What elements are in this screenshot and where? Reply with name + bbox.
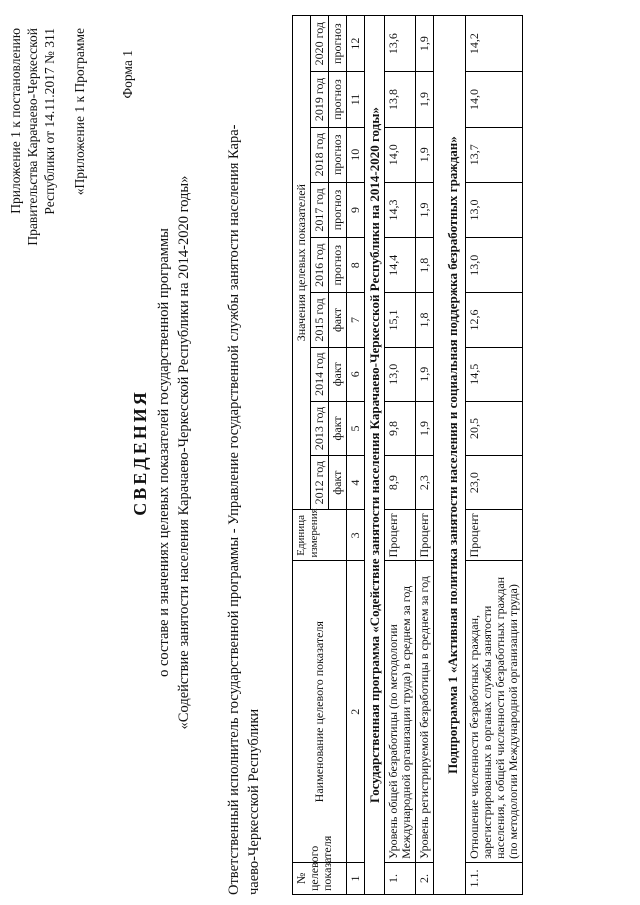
indicator-value: 20,5	[466, 401, 523, 455]
indicator-value: 14,0	[385, 127, 416, 182]
indicator-value: 14,2	[466, 16, 523, 72]
subprogram-section-title: Подпрограмма 1 «Активная политика занятости населения и социальная поддержка безработных граждан»	[434, 16, 466, 895]
indicator-value: 14,3	[385, 182, 416, 237]
header-value-type: факт	[329, 347, 347, 401]
indicator-unit: Процент	[416, 510, 434, 561]
header-year: 2020 год	[311, 16, 329, 72]
header-value-type: факт	[329, 401, 347, 455]
indicator-value: 15,1	[385, 293, 416, 347]
indicator-value: 12,6	[466, 293, 523, 347]
header-value-type: прогноз	[329, 127, 347, 182]
column-number: 3	[347, 510, 365, 561]
column-number: 2	[347, 561, 365, 862]
indicators-table	[292, 15, 523, 895]
indicator-name: Уровень общей безработицы (по методологии Международной организации труда) в среднем за год	[385, 561, 416, 862]
indicator-value: 1,9	[416, 182, 434, 237]
header-value-type: прогноз	[329, 238, 347, 293]
header-value-type: прогноз	[329, 72, 347, 127]
header-unit: Единица измерения	[293, 510, 347, 561]
table-row	[416, 16, 434, 895]
column-number: 8	[347, 238, 365, 293]
executor-line-2: чаево-Черкесской Республики	[246, 708, 262, 895]
indicator-value: 1,9	[416, 72, 434, 127]
header-value-type: прогноз	[329, 16, 347, 72]
column-number: 4	[347, 456, 365, 510]
header-values-group: Значения целевых показателей	[293, 16, 311, 510]
header-year: 2017 год	[311, 182, 329, 237]
indicator-value: 13,0	[466, 182, 523, 237]
header-indicator-name: Наименование целевого показателя	[293, 561, 347, 862]
indicator-value: 13,0	[466, 238, 523, 293]
indicator-value: 14,4	[385, 238, 416, 293]
header-year: 2019 год	[311, 72, 329, 127]
header-year: 2016 год	[311, 238, 329, 293]
program-section-title: Государственная программа «Содействие занятости населения Карачаево-Черкесской Республики на 2014-2020 годы»	[365, 16, 385, 895]
approval-line-1: Приложение 1 к постановлению	[8, 28, 23, 214]
indicator-value: 14,0	[466, 72, 523, 127]
column-number: 5	[347, 401, 365, 455]
document-subtitle-line-1: о составе и значениях целевых показателей государственной программы	[156, 228, 172, 677]
column-number: 12	[347, 16, 365, 72]
indicator-value: 1,9	[416, 127, 434, 182]
header-year: 2015 год	[311, 293, 329, 347]
document-subtitle-line-2: «Содействие занятости населения Карачаево-Черкесской Республики на 2014-2020 годы»	[176, 175, 192, 730]
indicator-value: 8,9	[385, 456, 416, 510]
indicator-unit: Процент	[385, 510, 416, 561]
approval-line-2: Правительства Карачаево-Черкесской	[25, 28, 40, 246]
column-number: 9	[347, 182, 365, 237]
indicator-value: 1,9	[416, 16, 434, 72]
form-label: Форма 1	[120, 50, 135, 99]
indicator-value: 1,8	[416, 238, 434, 293]
header-value-type: факт	[329, 456, 347, 510]
indicator-value: 13,0	[385, 347, 416, 401]
indicator-value: 9,8	[385, 401, 416, 455]
header-year: 2014 год	[311, 347, 329, 401]
column-number: 10	[347, 127, 365, 182]
column-number: 6	[347, 347, 365, 401]
indicator-value: 1,9	[416, 401, 434, 455]
column-number: 11	[347, 72, 365, 127]
row-number: 1.1.	[466, 862, 523, 894]
column-number: 1	[347, 862, 365, 894]
column-number: 7	[347, 293, 365, 347]
document-title: СВЕДЕНИЯ	[130, 389, 150, 516]
indicator-value: 13,7	[466, 127, 523, 182]
indicator-value: 23,0	[466, 456, 523, 510]
indicator-name: Уровень регистрируемой безработицы в среднем за год	[416, 561, 434, 862]
indicator-value: 14,5	[466, 347, 523, 401]
header-year: 2018 год	[311, 127, 329, 182]
indicator-value: 2,3	[416, 456, 434, 510]
indicator-value: 13,8	[385, 72, 416, 127]
header-value-type: прогноз	[329, 182, 347, 237]
table-row	[385, 16, 416, 895]
indicator-value: 1,8	[416, 293, 434, 347]
table-row	[466, 16, 523, 895]
header-year: 2013 год	[311, 401, 329, 455]
indicator-unit: Процент	[466, 510, 523, 561]
header-number: № целевого показателя	[293, 862, 347, 894]
header-year: 2012 год	[311, 456, 329, 510]
indicator-value: 13,6	[385, 16, 416, 72]
header-value-type: факт	[329, 293, 347, 347]
row-number: 2.	[416, 862, 434, 894]
row-number: 1.	[385, 862, 416, 894]
indicator-value: 1,9	[416, 347, 434, 401]
program-appendix-label: «Приложение 1 к Программе	[72, 28, 87, 196]
indicator-name: Отношение численности безработных граждан, зарегистрированных в органах службы занятости населения, к общей численности безработных граждан (по методологии Международной организации труда)	[466, 561, 523, 862]
approval-line-3: Республики от 14.11.2017 № 311	[42, 28, 57, 215]
executor-line-1: Ответственный исполнитель государственной программы - Управление государственной службы занятости населения Кара-	[226, 124, 242, 895]
